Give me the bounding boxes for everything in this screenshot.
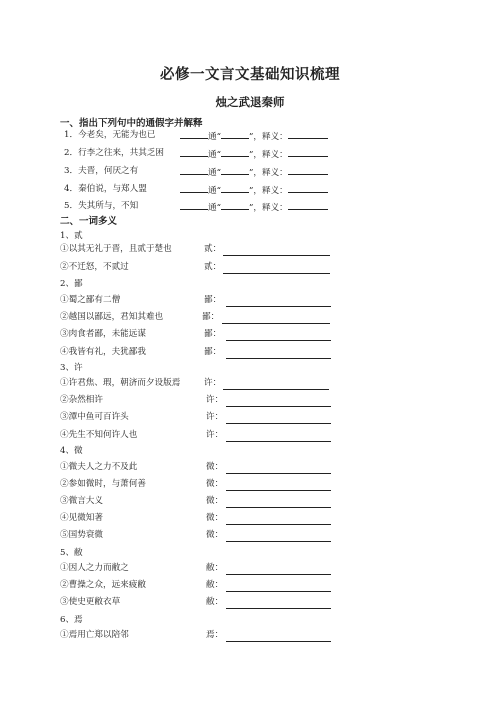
answer-blank[interactable] <box>288 183 328 193</box>
word-label: 微： <box>206 513 224 523</box>
word-label: 许： <box>206 412 224 422</box>
word-title: 5、敝 <box>60 548 83 558</box>
example-sentence: ③微言大义 <box>60 496 103 506</box>
answer-line[interactable] <box>222 323 330 324</box>
answer-line[interactable] <box>226 524 331 525</box>
word-label: 微： <box>206 479 224 489</box>
shiyi-label: ”，释义： <box>249 203 288 213</box>
example-sentence: ④我皆有礼，夫犹鄙我 <box>60 347 146 357</box>
answer-blank[interactable] <box>221 147 249 157</box>
word-label: 鄙： <box>204 295 222 305</box>
answer-blank[interactable] <box>221 183 249 193</box>
word-title: 6、焉 <box>60 615 83 625</box>
word-title: 4、微 <box>60 446 83 456</box>
answer-line[interactable] <box>226 591 331 592</box>
word-label: 贰： <box>204 244 222 254</box>
example-sentence: ②杂然相许 <box>60 395 103 405</box>
shiyi-label: ”，释义： <box>249 168 288 178</box>
example-sentence: ④见微知著 <box>60 513 103 523</box>
section-heading: 一、指出下列句中的通假字并解释 <box>60 118 203 129</box>
answer-line[interactable] <box>226 641 331 642</box>
answer-blank[interactable] <box>288 165 328 175</box>
answer-blank[interactable] <box>180 165 208 175</box>
answer-line[interactable] <box>226 541 331 542</box>
answer-blank[interactable] <box>180 200 208 210</box>
example-sentence: ③使史更敝衣草 <box>60 597 121 607</box>
answer-line[interactable] <box>223 255 330 256</box>
answer-line[interactable] <box>226 574 331 575</box>
answer-line[interactable] <box>223 273 330 274</box>
answer-line[interactable] <box>223 389 329 390</box>
row-sentence: 夫晋，何厌之有 <box>78 166 139 176</box>
word-title: 2、鄙 <box>60 279 83 289</box>
section-heading: 二、一词多义 <box>60 216 118 227</box>
example-sentence: ①微夫人之力不及此 <box>60 462 138 472</box>
answer-blank[interactable] <box>288 129 328 139</box>
tongjia-row <box>64 165 138 177</box>
tongjia-answer <box>180 129 328 141</box>
word-label: 鄙： <box>204 347 222 357</box>
answer-line[interactable] <box>226 423 331 424</box>
tongjia-row <box>64 200 138 212</box>
page-title: 必修一文言文基础知识梳理 <box>160 67 340 83</box>
answer-line[interactable] <box>226 340 331 341</box>
answer-line[interactable] <box>226 473 331 474</box>
row-number: 4． <box>64 184 79 194</box>
word-label: 敝： <box>206 580 224 590</box>
shiyi-label: ”，释义： <box>249 132 288 142</box>
tong-label: 通“ <box>208 132 221 142</box>
answer-blank[interactable] <box>180 129 208 139</box>
answer-blank[interactable] <box>180 147 208 157</box>
example-sentence: ②不迁怒，不贰过 <box>60 262 129 272</box>
example-sentence: ③潭中鱼可百许头 <box>60 412 129 422</box>
word-label: 敝： <box>206 563 224 573</box>
word-label: 贰： <box>204 262 222 272</box>
word-label: 鄙： <box>204 329 222 339</box>
word-label: 鄙： <box>202 312 220 322</box>
row-number: 2． <box>64 148 79 158</box>
word-title: 1、贰 <box>60 231 83 241</box>
tongjia-row <box>64 183 147 195</box>
example-sentence: ③肉食者鄙，未能远谋 <box>60 329 146 339</box>
row-sentence: 今老矣，无能为也已 <box>78 130 156 140</box>
row-sentence: 失其所与，不知 <box>78 201 139 211</box>
tongjia-answer <box>180 200 328 212</box>
tong-label: 通“ <box>208 186 221 196</box>
example-sentence: ②参如微时，与萧何善 <box>60 479 146 489</box>
page-subtitle: 烛之武退秦师 <box>215 95 285 109</box>
row-number: 3． <box>64 166 79 176</box>
example-sentence: ①以其无礼于晋，且贰于楚也 <box>60 244 172 254</box>
tongjia-row <box>64 147 164 159</box>
row-number: 5． <box>64 201 79 211</box>
answer-blank[interactable] <box>221 200 249 210</box>
example-sentence: ⑤国势衰微 <box>60 530 103 540</box>
answer-line[interactable] <box>226 306 331 307</box>
shiyi-label: ”，释义： <box>249 150 288 160</box>
answer-line[interactable] <box>226 358 331 359</box>
word-label: 许： <box>206 430 224 440</box>
example-sentence: ④先生不知何许人也 <box>60 430 138 440</box>
shiyi-label: ”，释义： <box>249 186 288 196</box>
example-sentence: ①许君焦、瑕，朝济而夕设版焉 <box>60 378 181 388</box>
tong-label: 通“ <box>208 203 221 213</box>
row-sentence: 秦伯说，与郑人盟 <box>78 184 147 194</box>
word-label: 微： <box>206 530 224 540</box>
row-number: 1． <box>64 130 79 140</box>
example-sentence: ①焉用亡郑以陪邻 <box>60 630 129 640</box>
word-label: 焉： <box>206 630 224 640</box>
tongjia-answer <box>180 183 328 195</box>
word-title: 3、许 <box>60 363 83 373</box>
word-label: 微： <box>206 462 224 472</box>
answer-blank[interactable] <box>221 165 249 175</box>
word-label: 许： <box>204 378 222 388</box>
example-sentence: ②曹操之众，远来疲敝 <box>60 580 146 590</box>
answer-line[interactable] <box>226 441 331 442</box>
word-label: 许： <box>206 395 224 405</box>
word-label: 微： <box>206 496 224 506</box>
tongjia-row <box>64 129 155 141</box>
example-sentence: ②越国以鄙远，君知其难也 <box>60 312 164 322</box>
tong-label: 通“ <box>208 150 221 160</box>
row-sentence: 行李之往来，共其乏困 <box>78 148 165 158</box>
answer-line[interactable] <box>226 608 331 609</box>
answer-blank[interactable] <box>288 147 328 157</box>
word-label: 敝： <box>206 597 224 607</box>
tongjia-answer <box>180 147 328 159</box>
answer-blank[interactable] <box>221 129 249 139</box>
answer-line[interactable] <box>226 490 331 491</box>
answer-line[interactable] <box>226 507 331 508</box>
answer-blank[interactable] <box>288 200 328 210</box>
tong-label: 通“ <box>208 168 221 178</box>
answer-line[interactable] <box>226 406 331 407</box>
example-sentence: ①因人之力而敝之 <box>60 563 129 573</box>
tongjia-answer <box>180 165 328 177</box>
answer-blank[interactable] <box>180 183 208 193</box>
example-sentence: ①蜀之鄙有二僧 <box>60 295 121 305</box>
